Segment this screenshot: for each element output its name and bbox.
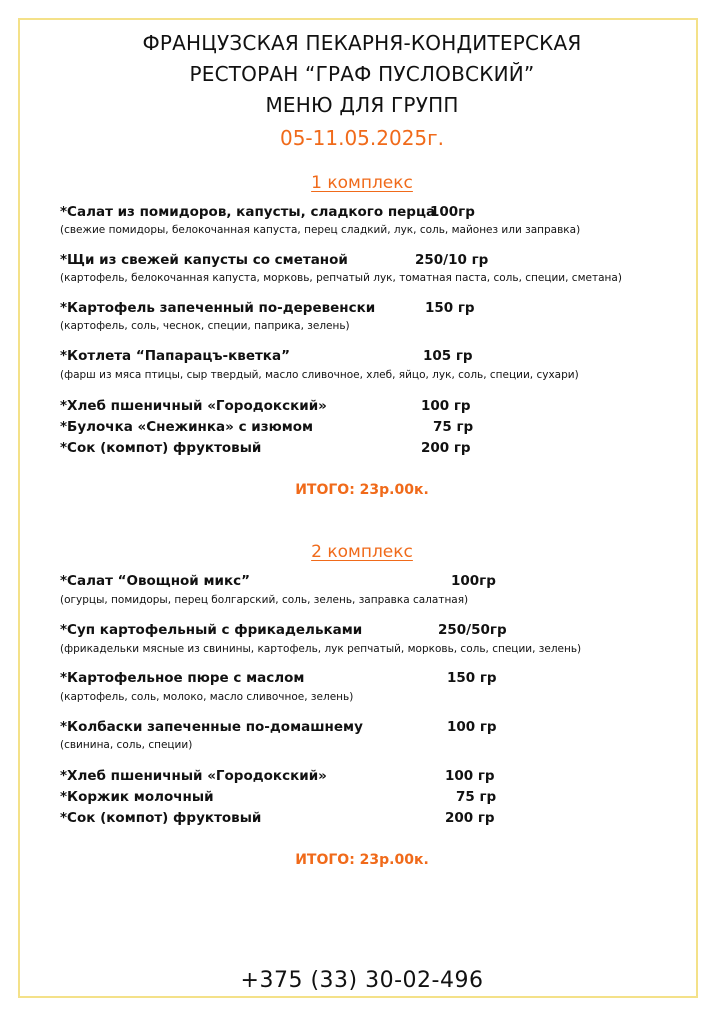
menu-item: *Картофельное пюре с маслом	[60, 670, 305, 686]
menu-item: *Суп картофельный с фрикадельками	[60, 622, 363, 638]
menu-item: *Колбаски запеченные по-домашнему	[60, 719, 363, 735]
menu-item-desc: (картофель, соль, молоко, масло сливочное, зелень)	[60, 691, 354, 703]
menu-item-desc: (картофель, соль, чеснок, специи, паприка, зелень)	[60, 320, 350, 332]
menu-item-desc: (фарш из мяса птицы, сыр твердый, масло сливочное, хлеб, яйцо, лук, соль, специи, сухари)	[60, 369, 579, 381]
menu-item: *Котлета “Папарацъ-кветка”	[60, 348, 290, 364]
menu-item-desc: (фрикадельки мясные из свинины, картофель, лук репчатый, морковь, соль, специи, зелень)	[60, 643, 582, 655]
menu-item-qty: 100гр	[451, 573, 496, 589]
menu-item-qty: 200 гр	[421, 440, 471, 456]
menu-item-desc: (огурцы, помидоры, перец болгарский, соль, зелень, заправка салатная)	[60, 594, 469, 606]
complex-2-title: 2 комплекс	[311, 542, 413, 562]
menu-item: *Сок (компот) фруктовый	[60, 810, 262, 826]
complex-1-total: ИТОГО: 23р.00к.	[295, 482, 429, 498]
menu-item: *Щи из свежей капусты со сметаной	[60, 252, 348, 268]
menu-item: *Салат “Овощной микс”	[60, 573, 250, 589]
complex-1-title: 1 комплекс	[311, 173, 413, 193]
complex-1-heading	[0, 172, 724, 194]
menu-item-qty: 100 гр	[447, 719, 497, 735]
menu-item: *Коржик молочный	[60, 789, 214, 805]
header	[0, 28, 724, 154]
menu-item-qty: 200 гр	[445, 810, 495, 826]
bakery-title: ФРАНЦУЗСКАЯ ПЕКАРНЯ-КОНДИТЕРСКАЯ	[142, 31, 582, 55]
menu-dates: 05-11.05.2025г.	[279, 126, 445, 150]
menu-item-qty: 100 гр	[445, 768, 495, 784]
menu-item-qty: 75 гр	[433, 419, 474, 435]
menu-item-qty: 250/10 гр	[415, 252, 489, 268]
menu-item-qty: 100гр	[430, 204, 475, 220]
menu-item: *Картофель запеченный по-деревенски	[60, 300, 376, 316]
menu-title: МЕНЮ ДЛЯ ГРУПП	[265, 93, 459, 117]
menu-item-desc: (свинина, соль, специи)	[60, 739, 193, 751]
menu-item-qty: 250/50гр	[438, 622, 507, 638]
menu-item-qty: 150 гр	[425, 300, 475, 316]
complex-2-heading	[0, 541, 724, 563]
menu-item-qty: 75 гр	[456, 789, 497, 805]
phone-number: +375 (33) 30-02-496	[240, 968, 484, 993]
menu-item: *Хлеб пшеничный «Городокский»	[60, 398, 327, 414]
menu-item-qty: 150 гр	[447, 670, 497, 686]
menu-item-desc: (свежие помидоры, белокочанная капуста, перец сладкий, лук, соль, майонез или заправка)	[60, 224, 581, 236]
menu-item: *Хлеб пшеничный «Городокский»	[60, 768, 327, 784]
complex-2-total: ИТОГО: 23р.00к.	[295, 852, 429, 868]
menu-item-qty: 105 гр	[423, 348, 473, 364]
menu-item: *Булочка «Снежинка» с изюмом	[60, 419, 314, 435]
page-border	[18, 18, 698, 998]
restaurant-title: РЕСТОРАН “ГРАФ ПУСЛОВСКИЙ”	[189, 62, 535, 86]
menu-item-qty: 100 гр	[421, 398, 471, 414]
menu-item-desc: (картофель, белокочанная капуста, морковь, репчатый лук, томатная паста, соль, специи, сметана)	[60, 272, 622, 284]
menu-item: *Салат из помидоров, капусты, сладкого перца	[60, 204, 436, 220]
menu-item: *Сок (компот) фруктовый	[60, 440, 262, 456]
